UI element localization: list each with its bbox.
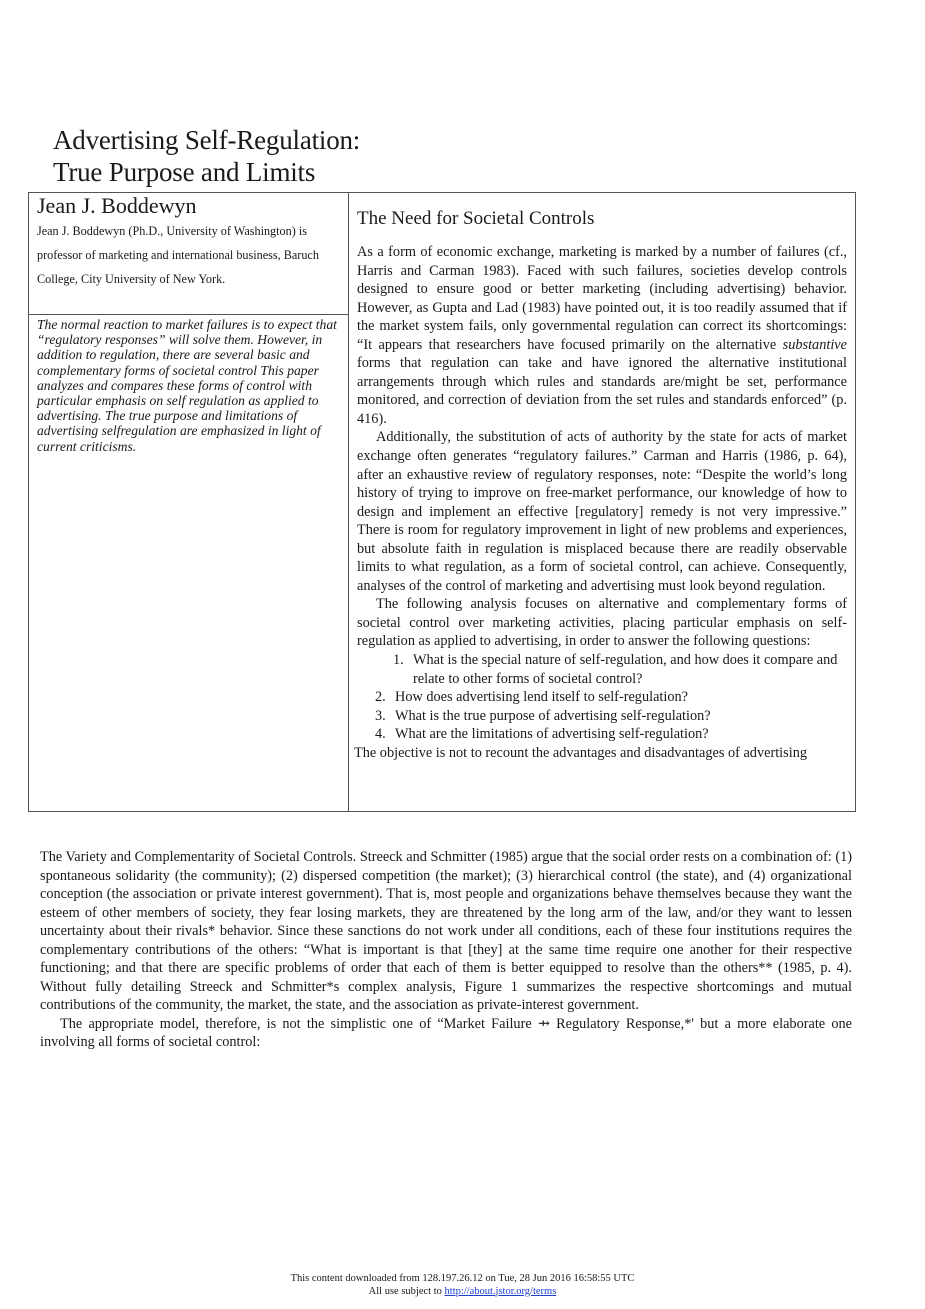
list-text: What is the special nature of self-regulation, and how does it compare and relate to other forms of societal control? [413, 652, 838, 687]
paragraph-1-end: forms that regulation can take and have ignored the alternative institutional arrangements through which rules and standards are/might be set, performance monitored, and correction of deviation from the set rules and standards enforced” (p. 416). [357, 355, 847, 427]
lower-paragraph-1: The Variety and Complementarity of Societal Controls. Streeck and Schmitter (1985) argue that the social order rests on a combination of: (1) spontaneous solidarity (the community); (2) dispersed competition (the market); (3) hierarchical control (the state), and (4) organizational conception (the association or private interest government). That is, most people and organizations behave themselves because they want the esteem of other members of society, they fear losing markets, they are threatened by the long arm of the law, and/or they want to lessen uncertainty about their rivals* behavior. Since these sanctions do not work under all conditions, each of these four institutions requires the complementary contributions of the others: “What is important is that [they] at the same time require one another for their respective functioning; and that there are specific problems of order that each of them is better equipped to resolve than the others** (1985, p. 4). Without fully detailing Streeck and Schmitter*s complex analysis, Figure 1 summarizes the respective shortcomings and mutual contributions of the community, the market, the state, and the association as private-interest government. [40, 849, 852, 1014]
list-text: What is the true purpose of advertising self-regulation? [395, 707, 711, 724]
list-number: 4. [375, 726, 386, 743]
right-column [349, 193, 855, 811]
terms-prefix: All use subject to [368, 1285, 445, 1297]
paragraph-1 [357, 243, 847, 428]
list-text: What are the limitations of advertising self-regulation? [395, 726, 709, 743]
continued-text: The objective is not to recount the advantages and disadvantages of advertising [354, 744, 807, 761]
jstor-footer [0, 1273, 925, 1298]
author-name: Jean J. Boddewyn [37, 193, 197, 218]
paragraph-1-start: As a form of economic exchange, marketing is marked by a number of failures (cf., Harris and Carman 1983). Faced with such failures, societies develop controls designed to ensure good or better marketing (including advertising) behavior. However, as Gupta and Lad (1983) have pointed out, it is too readily assumed that if the market system fails, only governmental regulation can correct its shortcomings: “It appears that researchers have focused primarily on the alternative [357, 244, 847, 353]
lower-paragraph-2: The appropriate model, therefore, is not the simplistic one of “Market Failure ⇸ Regulatory Response,*' but a more elaborate one involving all forms of societal control: [40, 1015, 852, 1051]
emphasis-substantive: substantive [782, 336, 847, 353]
paragraph-2: Additionally, the substitution of acts of authority by the state for acts of market exchange often generates “regulatory failures.” Carman and Harris (1986, p. 64), after an exhaustive review of regulatory responses, note: “Despite the world’s long history of trying to improve on free-market performance, our knowledge of how to design and implement an effective [regulatory] remedy is not very impressive.” There is room for regulatory improvement in light of new problems and experiences, but absolute faith in regulation is misplaced because there are readily observable limits to what regulation, as a form of societal control, can achieve. Consequently, analyses of the control of marketing and advertising must look beyond regulation. [357, 429, 847, 594]
terms-line [0, 1286, 925, 1299]
title-line-2: True Purpose and Limits [53, 157, 316, 187]
list-number: 3. [375, 707, 386, 724]
author-bio: Jean J. Boddewyn (Ph.D., University of Washington) is professor of marketing and international business, Baruch College, City University of New York. [37, 224, 319, 286]
list-item [357, 707, 847, 726]
terms-link[interactable]: http://about.jstor.org/terms [444, 1285, 557, 1297]
author-block [29, 193, 348, 315]
list-number: 2. [375, 689, 386, 706]
question-list [357, 651, 847, 744]
list-item [357, 725, 847, 744]
download-notice: This content downloaded from 128.197.26.12 on Tue, 28 Jun 2016 16:58:55 UTC [290, 1273, 635, 1284]
first-page-box [28, 192, 856, 812]
left-column [29, 193, 349, 811]
list-item [357, 688, 847, 707]
section-heading: The Need for Societal Controls [357, 208, 595, 229]
title-line-1: Advertising Self-Regulation: [53, 125, 361, 155]
list-text: How does advertising lend itself to self-regulation? [395, 689, 689, 706]
abstract: The normal reaction to market failures is to expect that “regulatory responses” will solve them. However, in addition to regulation, there are several basic and complementary forms of societal control This paper analyzes and compares these forms of control with particular emphasis on self regulation as applied to advertising. The true purpose and limitations of advertising selfregulation are emphasized in light of current criticisms. [37, 317, 337, 454]
lower-body [40, 848, 852, 1052]
paragraph-3: The following analysis focuses on alternative and complementary forms of societal control over marketing activities, placing particular emphasis on self-regulation as applied to advertising, in order to answer the following questions: [357, 596, 847, 650]
article-title [53, 124, 360, 188]
list-item [357, 651, 847, 688]
list-number: 1. [393, 652, 404, 669]
